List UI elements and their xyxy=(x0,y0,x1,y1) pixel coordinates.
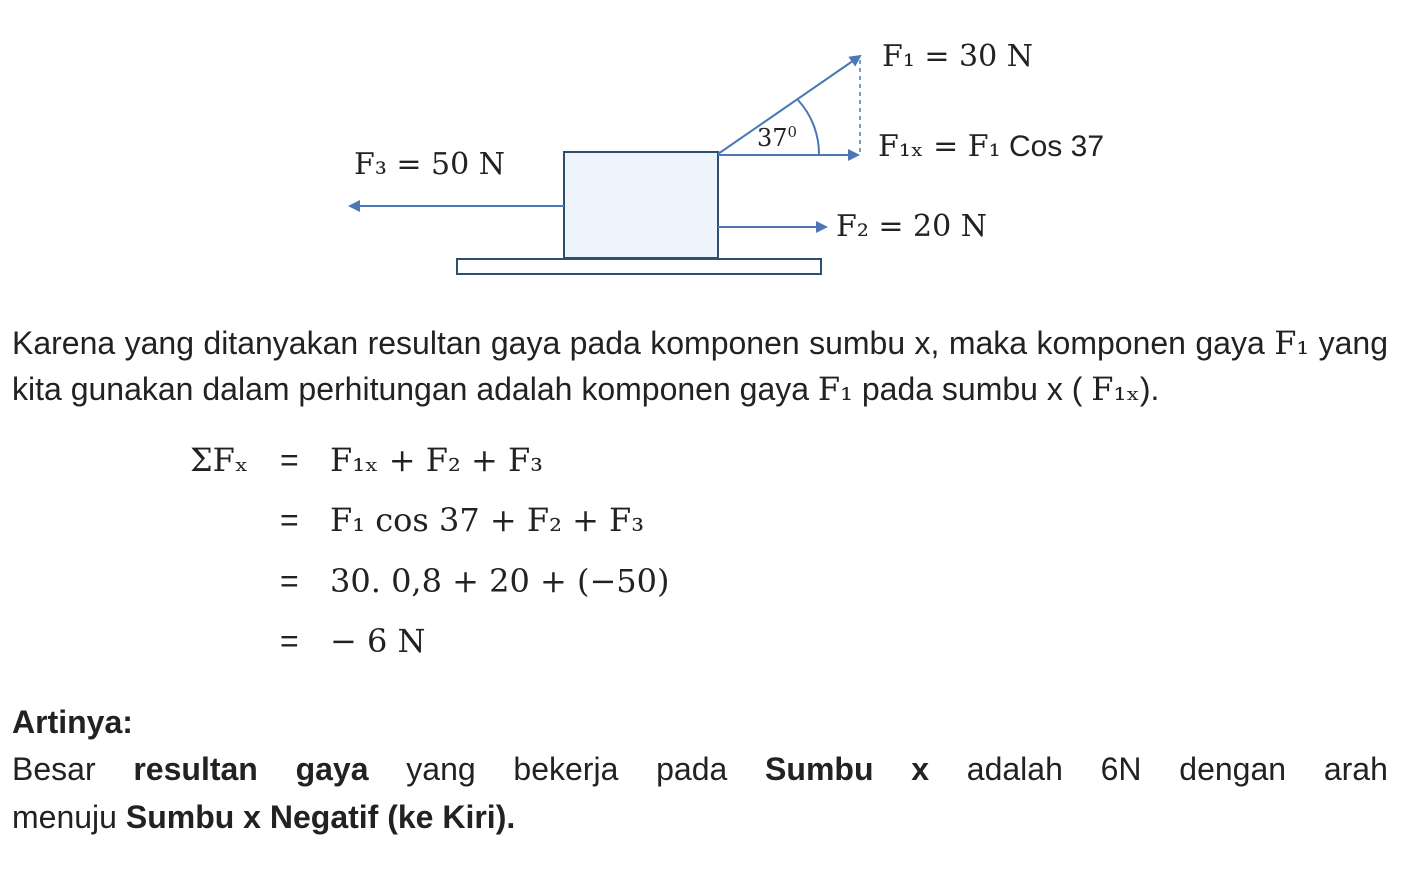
f2-label: F₂ = 20 N xyxy=(836,209,988,244)
explanation-paragraph xyxy=(12,320,1388,412)
paragraph-text-3: pada sumbu x ( xyxy=(852,371,1092,407)
paragraph-math-f1x: F₁ₓ xyxy=(1091,370,1140,408)
f1x-label-math: F₁ₓ = F₁ xyxy=(878,129,1001,164)
equation-equals-1: = xyxy=(280,442,299,478)
conclusion-word: Sumbu xyxy=(765,751,874,787)
equation-lhs: ΣFₓ xyxy=(190,441,249,479)
ground-surface xyxy=(457,259,821,274)
equation-step-3: 30. 0,8 + 20 + (−50) xyxy=(330,562,670,600)
conclusion-word: yang xyxy=(406,751,476,787)
paragraph-math-f1-a: F₁ xyxy=(1274,324,1310,362)
f3-label: F₃ = 50 N xyxy=(354,147,506,182)
conclusion-word: adalah xyxy=(966,751,1063,787)
angle-arc xyxy=(798,100,819,154)
equation-step-1: F₁ₓ + F₂ + F₃ xyxy=(330,441,543,479)
conclusion-line-2-text: menuju xyxy=(12,799,126,835)
paragraph-text-4: ). xyxy=(1139,371,1160,407)
conclusion-word: Besar xyxy=(12,751,96,787)
equation-equals-4: = xyxy=(280,623,299,659)
conclusion-word: pada xyxy=(656,751,728,787)
angle-label xyxy=(757,123,798,152)
conclusion-line-2-bold: Sumbu x Negatif (ke Kiri). xyxy=(125,799,516,835)
equation-step-2: F₁ cos 37 + F₂ + F₃ xyxy=(330,501,645,539)
equation-equals-3: = xyxy=(280,563,299,599)
conclusion-word: gaya xyxy=(295,751,369,787)
force-diagram-svg xyxy=(0,0,1422,300)
angle-degree: 0 xyxy=(787,123,798,142)
conclusion-word: x xyxy=(911,751,930,787)
equation-result: − 6 N xyxy=(330,622,426,660)
conclusion-line-1 xyxy=(12,746,1388,792)
block xyxy=(564,152,718,258)
conclusion-heading: Artinya: xyxy=(12,704,133,740)
f1-label: F₁ = 30 N xyxy=(882,39,1034,74)
conclusion-word: bekerja xyxy=(513,751,619,787)
paragraph-math-f1-b: F₁ xyxy=(817,370,853,408)
conclusion-line-2 xyxy=(12,794,515,840)
f1x-label-text: Cos 37 xyxy=(1008,130,1105,163)
angle-value: 37 xyxy=(757,124,788,152)
conclusion-word: 6N xyxy=(1100,751,1142,787)
conclusion-word: arah xyxy=(1323,751,1388,787)
f1x-label xyxy=(878,129,1105,164)
force-diagram xyxy=(0,0,1422,300)
conclusion-word: resultan xyxy=(133,751,258,787)
equation-equals-2: = xyxy=(280,502,299,538)
conclusion-word: dengan xyxy=(1179,751,1287,787)
paragraph-text-1: Karena yang ditanyakan resultan gaya pada komponen sumbu x, maka komponen gaya xyxy=(12,325,1265,361)
paragraph-text-2: yang kita gunakan dalam perhitungan adalah komponen gaya xyxy=(12,325,1389,407)
